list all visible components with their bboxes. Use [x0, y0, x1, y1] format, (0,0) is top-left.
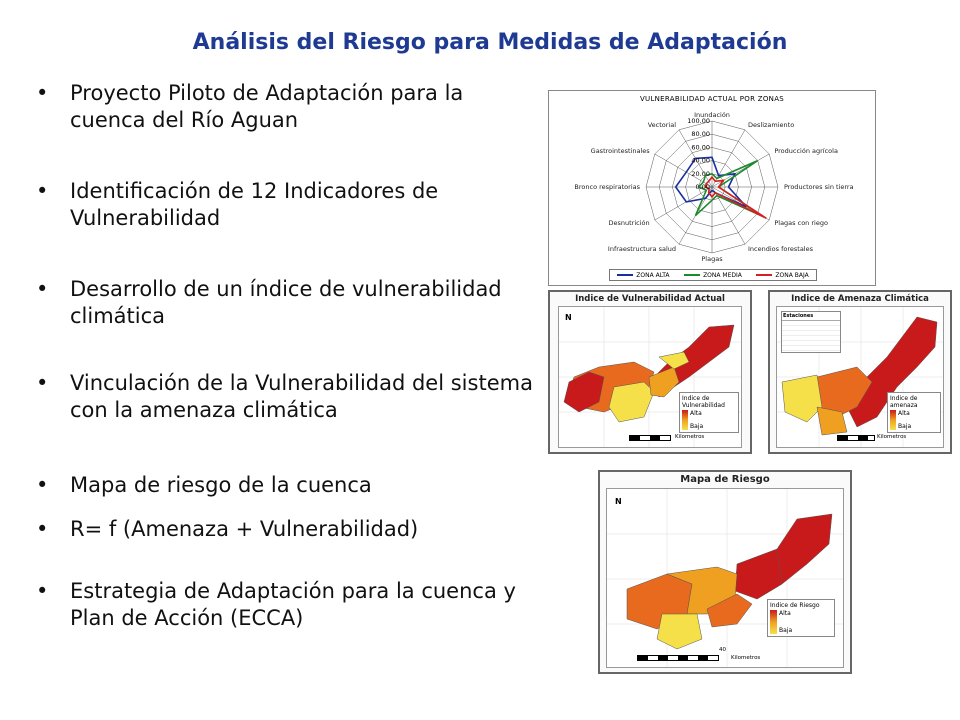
legend-label: ZONA ALTA — [636, 271, 670, 279]
legend-low: Baja — [779, 627, 793, 634]
legend-scale — [890, 410, 938, 430]
bullet-text: Vinculación de la Vulnerabilidad del sistema con la amenaza climática — [70, 371, 533, 422]
radar-tick-label: 0.00 — [695, 183, 710, 191]
legend-item — [756, 272, 808, 279]
scale-label: Kilometros — [675, 434, 705, 440]
legend-gradient — [890, 410, 896, 430]
scale-bar — [629, 435, 671, 441]
north-arrow: N — [615, 497, 622, 506]
legend-range — [898, 410, 911, 430]
radar-axis-label: Gastrointestinales — [590, 147, 650, 155]
bullet-dot: • — [36, 81, 49, 105]
radar-tick-label: 60.00 — [691, 143, 710, 152]
bullet-dot: • — [36, 473, 49, 497]
legend-gradient — [770, 610, 777, 634]
radar-tick-label: 100.00 — [687, 117, 710, 125]
scale-label: Kilometros — [731, 655, 761, 661]
legend-title: Indice de Vulnerabilidad — [682, 395, 725, 409]
legend-range — [690, 410, 703, 430]
radar-axis-label: Desnutrición — [608, 219, 650, 227]
scale-label: Kilometros — [877, 434, 907, 440]
legend-high: Alta — [779, 610, 791, 617]
legend-scale — [682, 410, 736, 430]
map-frame — [606, 488, 844, 668]
legend-item — [684, 272, 742, 279]
stations-list — [782, 320, 840, 351]
map-frame — [776, 306, 944, 448]
radar-axis-label: Plagas con riego — [774, 219, 828, 227]
radar-axis-label: Productores sin tierra — [784, 183, 854, 191]
radar-axis-label: Infraestructura salud — [607, 245, 676, 254]
bullet-text: Proyecto Piloto de Adaptación para la cuenca del Río Aguan — [70, 81, 464, 132]
legend-label: ZONA MEDIA — [703, 271, 742, 279]
vulnerability-map — [548, 290, 752, 454]
map-legend — [679, 392, 739, 433]
scale-value: 40 — [719, 647, 726, 653]
legend-range — [779, 610, 792, 634]
bullet-text: Mapa de riesgo de la cuenca — [70, 473, 372, 497]
radar-axis-label: Producción agrícola — [774, 147, 838, 155]
radar-axis-label: Deslizamiento — [748, 120, 795, 129]
radar-series-line — [676, 157, 747, 207]
bullet-dot: • — [36, 277, 49, 301]
bullet-text: Identificación de 12 Indicadores de Vulnerabilidad — [70, 179, 439, 230]
radar-chart — [548, 90, 876, 286]
bullet-text: Desarrollo de un índice de vulnerabilidad climática — [70, 277, 502, 328]
bullet-text: Estrategia de Adaptación para la cuenca y Plan de Acción (ECCA) — [70, 579, 516, 630]
vulnerability-map-title: Indice de Vulnerabilidad Actual — [575, 294, 725, 304]
bullet-text: R= f (Amenaza + Vulnerabilidad) — [70, 517, 419, 541]
bullet-dot: • — [36, 179, 49, 203]
radar-axis-label: Inundación — [694, 111, 730, 119]
scale-bar — [837, 435, 875, 441]
legend-low: Baja — [898, 423, 912, 430]
radar-tick-label: 80.00 — [691, 130, 710, 139]
legend-swatch — [684, 274, 700, 276]
north-arrow: N — [565, 313, 572, 322]
radar-legend — [609, 269, 817, 281]
radar-tick-label: 20.00 — [691, 169, 710, 178]
threat-map-title: Indice de Amenaza Climática — [791, 294, 929, 304]
slide-title: Análisis del Riesgo para Medidas de Adaptación — [192, 30, 788, 55]
risk-map-title: Mapa de Riesgo — [680, 474, 770, 485]
radar-axis-label: Vectorial — [647, 120, 676, 129]
risk-map-svg — [607, 489, 843, 667]
threat-map — [768, 290, 952, 454]
legend-high: Alta — [898, 410, 910, 417]
stations-title: Estaciones — [783, 313, 814, 319]
legend-scale — [770, 610, 832, 634]
legend-gradient — [682, 410, 688, 430]
radar-tick-label: 40.00 — [691, 156, 710, 165]
legend-title: Indice de amenaza — [890, 395, 918, 409]
legend-title: Indice de Riesgo — [770, 602, 820, 609]
legend-swatch — [756, 274, 772, 276]
bullet-dot: • — [36, 517, 49, 541]
map-frame — [558, 306, 742, 448]
scale-bar — [637, 655, 719, 661]
legend-swatch — [617, 274, 633, 276]
radar-title: VULNERABILIDAD ACTUAL POR ZONAS — [639, 95, 785, 103]
map-legend — [887, 392, 941, 433]
legend-item — [617, 272, 669, 279]
map-legend — [767, 599, 835, 637]
radar-axis-label: Incendios forestales — [748, 245, 813, 254]
radar-axis-label: Bronco respiratorias — [574, 183, 640, 191]
bullet-dot: • — [36, 579, 49, 603]
legend-label: ZONA BAJA — [775, 271, 809, 279]
legend-low: Baja — [690, 423, 704, 430]
risk-map — [598, 470, 852, 674]
legend-high: Alta — [690, 410, 702, 417]
stations-legend — [781, 311, 841, 353]
bullet-dot: • — [36, 371, 49, 395]
radar-axis-label: Plagas — [701, 255, 723, 263]
